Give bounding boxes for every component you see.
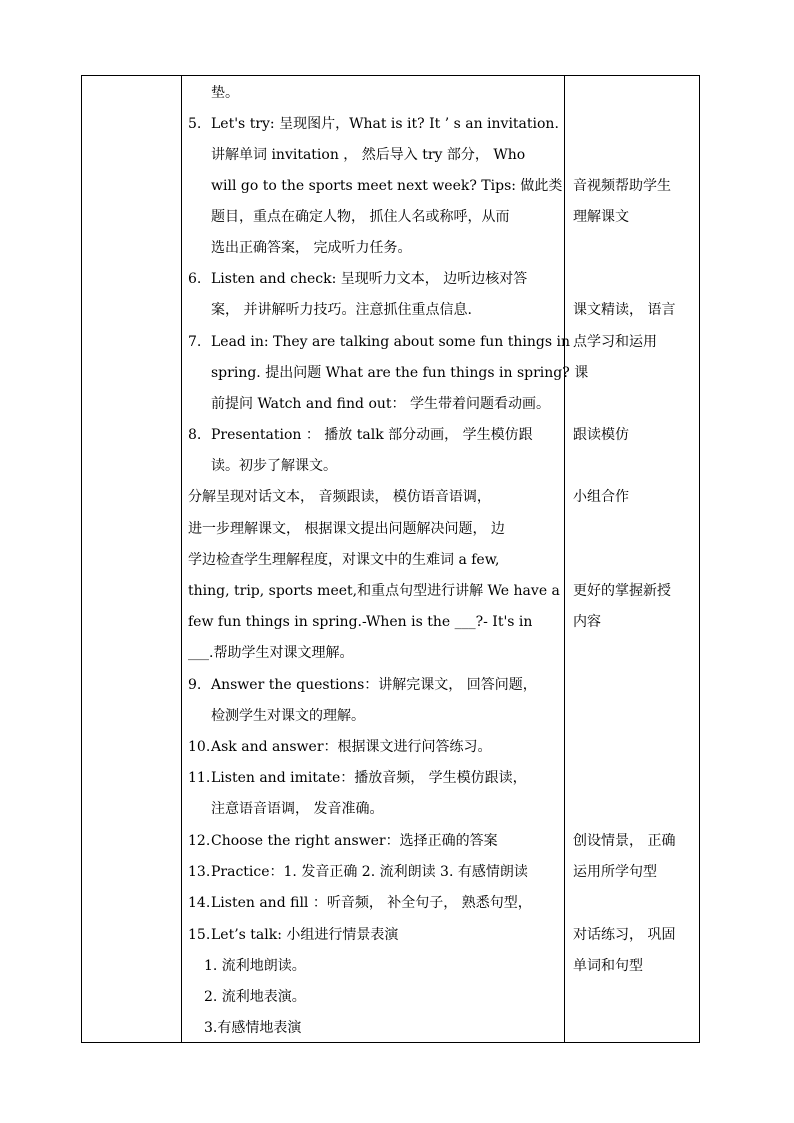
step-line: few fun things in spring.-When is the ___?- It's in [188, 614, 533, 630]
step-line: Lead in: They are talking about some fun things in [211, 334, 570, 350]
step-line: 题目，重点在确定人物， 抓住人名或称呼，从而 [211, 209, 510, 225]
step-number: 15. [188, 927, 211, 943]
step-line: Presentation ： 播放 talk 部分动画， 学生模仿跟 [211, 427, 533, 443]
purpose-line: 对话练习， 巩固 [573, 927, 676, 943]
step-number: 8. [188, 427, 202, 443]
step-line: 注意语音语调， 发音准确。 [211, 801, 384, 817]
step-number: 14. [188, 895, 211, 911]
step-line: Choose the right answer：选择正确的答案 [211, 833, 498, 849]
step-number: 6. [188, 271, 202, 287]
step-line: 3.有感情地表演 [204, 1020, 302, 1036]
step-line: Practice：1. 发音正确 2. 流利朗读 3. 有感情朗读 [211, 864, 528, 880]
purpose-line: 单词和句型 [573, 958, 643, 974]
step-number: 9. [188, 677, 202, 693]
purpose-line: 小组合作 [573, 489, 629, 505]
step-line: 案， 并讲解听力技巧。注意抓住重点信息. [211, 302, 472, 318]
column-divider-left [181, 76, 182, 1042]
step-line: Answer the questions：讲解完课文， 回答问题， [211, 677, 537, 693]
step-line: 2. 流利地表演。 [204, 989, 306, 1005]
step-line: Listen and fill ：听音频， 补全句子， 熟悉句型， [211, 895, 532, 911]
step-line: 检测学生对课文的理解。 [211, 708, 365, 724]
step-line: Listen and imitate：播放音频， 学生模仿跟读， [211, 770, 527, 786]
purpose-line: 音视频帮助学生 [573, 178, 671, 194]
step-line: Listen and check: 呈现听力文本， 边听边核对答 [211, 271, 528, 287]
step-line: will go to the sports meet next week? Tips: 做此类 [211, 178, 563, 194]
step-line: 分解呈现对话文本， 音频跟读， 模仿语音语调， [188, 489, 491, 505]
step-number: 13. [188, 864, 211, 880]
step-line: 学边检查学生理解程度，对课文中的生难词 a few, [188, 552, 500, 568]
step-line: thing, trip, sports meet,和重点句型进行讲解 We have a [188, 583, 560, 599]
purpose-line: 理解课文 [573, 209, 629, 225]
purpose-line: 内容 [573, 614, 601, 630]
step-line: 垫。 [211, 85, 239, 101]
step-line: 1. 流利地朗读。 [204, 958, 306, 974]
step-line: 讲解单词 invitation ， 然后导入 try 部分， Who [211, 147, 526, 163]
step-line: 进一步理解课文， 根据课文提出问题解决问题， 边 [188, 521, 505, 537]
step-number: 11. [188, 770, 211, 786]
purpose-line: 创设情景， 正确 [573, 833, 676, 849]
step-line: 读。初步了解课文。 [211, 458, 337, 474]
step-number: 5. [188, 116, 202, 132]
purpose-line: 运用所学句型 [573, 864, 657, 880]
step-line: Ask and answer：根据课文进行问答练习。 [211, 739, 492, 755]
column-divider-right [564, 76, 565, 1042]
step-line: ___.帮助学生对课文理解。 [188, 645, 354, 661]
purpose-line: 跟读模仿 [573, 427, 629, 443]
step-line: 选出正确答案， 完成听力任务。 [211, 240, 412, 256]
step-line: Let’s talk: 小组进行情景表演 [211, 927, 399, 943]
purpose-line: 课文精读， 语言 [573, 302, 676, 318]
step-number: 12. [188, 833, 211, 849]
step-number: 10. [188, 739, 211, 755]
purpose-line: 更好的掌握新授 [573, 583, 671, 599]
step-number: 7. [188, 334, 202, 350]
step-line: spring. 提出问题 What are the fun things in spring? 课 [211, 365, 589, 381]
step-line: 前提问 Watch and find out： 学生带着问题看动画。 [211, 396, 550, 412]
purpose-line: 点学习和运用 [573, 334, 657, 350]
step-line: Let's try: 呈现图片，What is it? It ’ s an invitation. [211, 116, 559, 132]
